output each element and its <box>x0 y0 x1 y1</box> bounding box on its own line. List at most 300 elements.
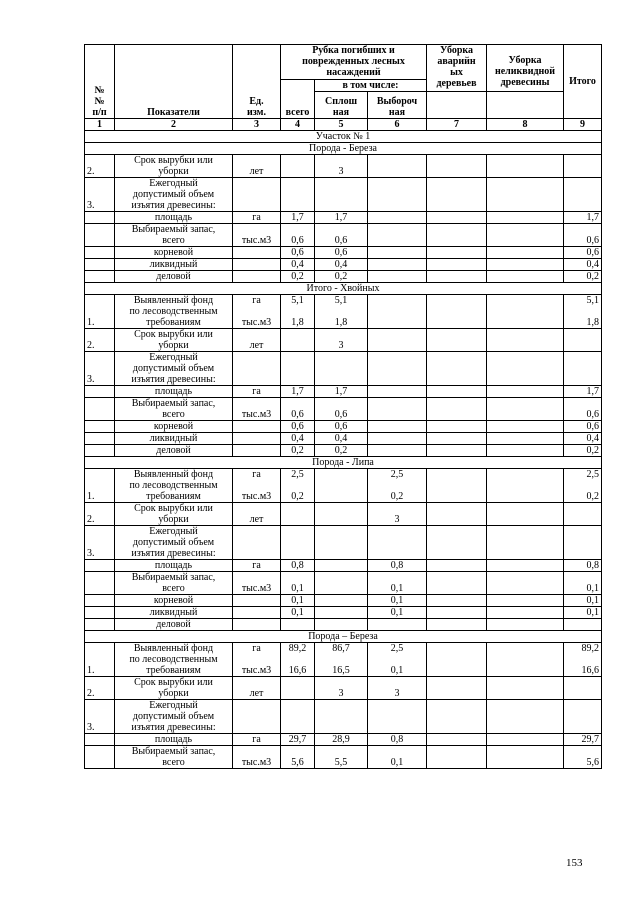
itogo-cell <box>564 178 602 212</box>
indicator-cell: Срок вырубки или уборки <box>115 503 233 526</box>
total-cell: 0,2 <box>281 271 315 283</box>
selective-felling-cell <box>368 386 427 398</box>
emergency-cleanup-cell <box>427 619 487 631</box>
indicator-cell: деловой <box>115 445 233 457</box>
selective-felling-cell: 2,5 0,1 <box>368 643 427 677</box>
selective-felling-cell <box>368 224 427 247</box>
column-number: 3 <box>233 119 281 131</box>
row-number-cell <box>85 433 115 445</box>
total-cell <box>281 619 315 631</box>
itogo-cell <box>564 619 602 631</box>
clear-felling-cell <box>315 572 368 595</box>
emergency-cleanup-cell <box>427 469 487 503</box>
row-number-cell <box>85 212 115 224</box>
header-indicator: Показатели <box>115 45 233 119</box>
itogo-cell: 0,2 <box>564 445 602 457</box>
unit-cell <box>233 259 281 271</box>
clear-felling-cell: 0,4 <box>315 259 368 271</box>
itogo-cell: 0,1 <box>564 607 602 619</box>
table-row <box>85 178 602 212</box>
clear-felling-cell: 5,5 <box>315 746 368 769</box>
selective-felling-cell <box>368 178 427 212</box>
itogo-cell <box>564 155 602 178</box>
total-cell <box>281 329 315 352</box>
indicator-cell: Ежегодный допустимый объем изъятия древесины: <box>115 178 233 212</box>
table-row <box>85 677 602 700</box>
indicator-cell: площадь <box>115 734 233 746</box>
total-cell: 0,6 <box>281 421 315 433</box>
unit-cell: лет <box>233 503 281 526</box>
clear-felling-cell: 0,6 <box>315 224 368 247</box>
section-title: Порода - Липа <box>85 457 602 469</box>
indicator-cell: Выбираемый запас, всего <box>115 746 233 769</box>
itogo-cell: 0,6 <box>564 421 602 433</box>
column-numbers-row <box>85 119 602 131</box>
illiquid-cleanup-cell <box>487 398 564 421</box>
illiquid-cleanup-cell <box>487 421 564 433</box>
unit-cell <box>233 526 281 560</box>
unit-cell: га <box>233 560 281 572</box>
clear-felling-cell <box>315 503 368 526</box>
unit-cell <box>233 445 281 457</box>
row-number-cell <box>85 619 115 631</box>
unit-cell: тыс.м3 <box>233 398 281 421</box>
itogo-cell: 0,4 <box>564 433 602 445</box>
itogo-cell: 5,1 1,8 <box>564 295 602 329</box>
table-row <box>85 469 602 503</box>
emergency-cleanup-cell <box>427 386 487 398</box>
clear-felling-cell: 0,2 <box>315 271 368 283</box>
itogo-cell: 2,5 0,2 <box>564 469 602 503</box>
total-cell <box>281 155 315 178</box>
row-number-cell <box>85 398 115 421</box>
row-number-cell <box>85 259 115 271</box>
selective-felling-cell: 0,8 <box>368 734 427 746</box>
itogo-cell: 0,8 <box>564 560 602 572</box>
emergency-cleanup-cell <box>427 526 487 560</box>
illiquid-cleanup-cell <box>487 700 564 734</box>
indicator-cell: деловой <box>115 619 233 631</box>
header-total: Итого <box>564 45 602 119</box>
indicator-cell: корневой <box>115 595 233 607</box>
row-number-cell <box>85 224 115 247</box>
section-title: Порода – Береза <box>85 631 602 643</box>
illiquid-cleanup-cell <box>487 643 564 677</box>
total-cell: 5,6 <box>281 746 315 769</box>
selective-felling-cell <box>368 247 427 259</box>
section-header-row <box>85 457 602 469</box>
table-body <box>85 131 602 769</box>
selective-felling-cell: 2,5 0,2 <box>368 469 427 503</box>
column-number: 6 <box>368 119 427 131</box>
forestry-table-page <box>84 44 601 769</box>
itogo-cell: 0,4 <box>564 259 602 271</box>
total-cell: 29,7 <box>281 734 315 746</box>
row-number-cell <box>85 421 115 433</box>
table-row <box>85 572 602 595</box>
table-row <box>85 619 602 631</box>
indicator-cell: корневой <box>115 247 233 259</box>
illiquid-cleanup-cell <box>487 746 564 769</box>
table-row <box>85 503 602 526</box>
illiquid-cleanup-cell <box>487 572 564 595</box>
section-header-row <box>85 631 602 643</box>
indicator-cell: Срок вырубки или уборки <box>115 677 233 700</box>
selective-felling-cell <box>368 155 427 178</box>
indicator-cell: площадь <box>115 560 233 572</box>
selective-felling-cell <box>368 619 427 631</box>
unit-cell: тыс.м3 <box>233 224 281 247</box>
section-title: Участок № 1 <box>85 131 602 143</box>
selective-felling-cell: 0,1 <box>368 595 427 607</box>
row-number-cell <box>85 247 115 259</box>
emergency-cleanup-cell <box>427 247 487 259</box>
total-cell: 0,8 <box>281 560 315 572</box>
header-felling: Рубка погибших и поврежденных лесных насаждений <box>281 45 427 80</box>
indicator-cell: Выбираемый запас, всего <box>115 398 233 421</box>
header-illiquid-blank <box>487 92 564 119</box>
total-cell <box>281 700 315 734</box>
table-row <box>85 224 602 247</box>
itogo-cell: 1,7 <box>564 212 602 224</box>
illiquid-cleanup-cell <box>487 560 564 572</box>
clear-felling-cell: 86,7 16,5 <box>315 643 368 677</box>
table-row <box>85 352 602 386</box>
illiquid-cleanup-cell <box>487 271 564 283</box>
table-row <box>85 398 602 421</box>
row-number-cell <box>85 445 115 457</box>
unit-cell <box>233 271 281 283</box>
table-row <box>85 433 602 445</box>
illiquid-cleanup-cell <box>487 619 564 631</box>
illiquid-cleanup-cell <box>487 212 564 224</box>
illiquid-cleanup-cell <box>487 503 564 526</box>
emergency-cleanup-cell <box>427 224 487 247</box>
itogo-cell <box>564 677 602 700</box>
section-title: Итого - Хвойных <box>85 283 602 295</box>
emergency-cleanup-cell <box>427 503 487 526</box>
table-row <box>85 734 602 746</box>
total-cell <box>281 352 315 386</box>
unit-cell: тыс.м3 <box>233 572 281 595</box>
row-number-cell <box>85 734 115 746</box>
selective-felling-cell <box>368 329 427 352</box>
selective-felling-cell <box>368 445 427 457</box>
emergency-cleanup-cell <box>427 572 487 595</box>
row-number-cell: 2. <box>85 155 115 178</box>
clear-felling-cell: 0,6 <box>315 398 368 421</box>
itogo-cell: 89,2 16,6 <box>564 643 602 677</box>
page-number: 153 <box>566 857 583 869</box>
total-cell: 5,1 1,8 <box>281 295 315 329</box>
clear-felling-cell: 3 <box>315 155 368 178</box>
row-number-cell: 3. <box>85 352 115 386</box>
clear-felling-cell: 1,7 <box>315 386 368 398</box>
selective-felling-cell: 0,8 <box>368 560 427 572</box>
table-row <box>85 247 602 259</box>
column-number: 7 <box>427 119 487 131</box>
total-cell: 0,6 <box>281 247 315 259</box>
illiquid-cleanup-cell <box>487 433 564 445</box>
illiquid-cleanup-cell <box>487 178 564 212</box>
clear-felling-cell <box>315 178 368 212</box>
row-number-cell: 3. <box>85 700 115 734</box>
itogo-cell <box>564 329 602 352</box>
table-row <box>85 421 602 433</box>
total-cell: 0,4 <box>281 259 315 271</box>
illiquid-cleanup-cell <box>487 469 564 503</box>
clear-felling-cell: 3 <box>315 677 368 700</box>
table-row <box>85 560 602 572</box>
clear-felling-cell: 5,1 1,8 <box>315 295 368 329</box>
table-row <box>85 155 602 178</box>
unit-cell: лет <box>233 677 281 700</box>
column-number: 4 <box>281 119 315 131</box>
emergency-cleanup-cell <box>427 295 487 329</box>
indicator-cell: ликвидный <box>115 607 233 619</box>
illiquid-cleanup-cell <box>487 352 564 386</box>
clear-felling-cell: 0,6 <box>315 421 368 433</box>
column-number: 2 <box>115 119 233 131</box>
unit-cell: га тыс.м3 <box>233 643 281 677</box>
unit-cell <box>233 433 281 445</box>
illiquid-cleanup-cell <box>487 329 564 352</box>
clear-felling-cell <box>315 352 368 386</box>
table-row <box>85 329 602 352</box>
itogo-cell <box>564 526 602 560</box>
itogo-cell: 1,7 <box>564 386 602 398</box>
unit-cell: лет <box>233 155 281 178</box>
emergency-cleanup-cell <box>427 734 487 746</box>
unit-cell <box>233 247 281 259</box>
row-number-cell: 2. <box>85 677 115 700</box>
unit-cell: лет <box>233 329 281 352</box>
emergency-cleanup-cell <box>427 595 487 607</box>
selective-felling-cell <box>368 398 427 421</box>
selective-felling-cell <box>368 352 427 386</box>
emergency-cleanup-cell <box>427 398 487 421</box>
row-number-cell: 2. <box>85 503 115 526</box>
total-cell: 0,1 <box>281 595 315 607</box>
unit-cell: га тыс.м3 <box>233 295 281 329</box>
unit-cell <box>233 178 281 212</box>
table-row <box>85 386 602 398</box>
indicator-cell: Ежегодный допустимый объем изъятия древесины: <box>115 700 233 734</box>
indicator-cell: площадь <box>115 212 233 224</box>
total-cell <box>281 526 315 560</box>
illiquid-cleanup-cell <box>487 386 564 398</box>
indicator-cell: Ежегодный допустимый объем изъятия древесины: <box>115 526 233 560</box>
emergency-cleanup-cell <box>427 259 487 271</box>
section-header-row <box>85 131 602 143</box>
selective-felling-cell: 0,1 <box>368 607 427 619</box>
indicator-cell: Выявленный фонд по лесоводственным требованиям <box>115 469 233 503</box>
header-emergency-blank <box>427 92 487 119</box>
indicator-cell: Выбираемый запас, всего <box>115 572 233 595</box>
indicator-cell: Ежегодный допустимый объем изъятия древесины: <box>115 352 233 386</box>
unit-cell: тыс.м3 <box>233 746 281 769</box>
emergency-cleanup-cell <box>427 445 487 457</box>
selective-felling-cell <box>368 421 427 433</box>
section-header-row <box>85 143 602 155</box>
table-row <box>85 271 602 283</box>
selective-felling-cell <box>368 295 427 329</box>
column-number: 8 <box>487 119 564 131</box>
felling-indicators-table <box>84 44 602 769</box>
table-row <box>85 700 602 734</box>
unit-cell <box>233 700 281 734</box>
selective-felling-cell: 0,1 <box>368 572 427 595</box>
total-cell <box>281 503 315 526</box>
row-number-cell: 3. <box>85 526 115 560</box>
indicator-cell: корневой <box>115 421 233 433</box>
emergency-cleanup-cell <box>427 421 487 433</box>
indicator-cell: Выбираемый запас, всего <box>115 224 233 247</box>
itogo-cell: 0,2 <box>564 271 602 283</box>
table-row <box>85 607 602 619</box>
total-cell: 0,4 <box>281 433 315 445</box>
header-total-all: всего <box>281 80 315 119</box>
total-cell: 0,6 <box>281 224 315 247</box>
itogo-cell <box>564 503 602 526</box>
column-number: 9 <box>564 119 602 131</box>
itogo-cell: 0,1 <box>564 572 602 595</box>
clear-felling-cell: 0,4 <box>315 433 368 445</box>
clear-felling-cell <box>315 469 368 503</box>
emergency-cleanup-cell <box>427 677 487 700</box>
clear-felling-cell: 1,7 <box>315 212 368 224</box>
itogo-cell: 29,7 <box>564 734 602 746</box>
unit-cell: га тыс.м3 <box>233 469 281 503</box>
illiquid-cleanup-cell <box>487 247 564 259</box>
indicator-cell: Срок вырубки или уборки <box>115 329 233 352</box>
emergency-cleanup-cell <box>427 746 487 769</box>
total-cell: 0,6 <box>281 398 315 421</box>
column-number: 1 <box>85 119 115 131</box>
header-selective: Выбороч ная <box>368 92 427 119</box>
selective-felling-cell <box>368 212 427 224</box>
table-row <box>85 445 602 457</box>
header-illiquid: Уборка неликвидной древесины <box>487 45 564 92</box>
unit-cell: га <box>233 212 281 224</box>
illiquid-cleanup-cell <box>487 595 564 607</box>
clear-felling-cell: 28,9 <box>315 734 368 746</box>
table-row <box>85 526 602 560</box>
itogo-cell: 0,6 <box>564 247 602 259</box>
itogo-cell <box>564 352 602 386</box>
table-row <box>85 212 602 224</box>
total-cell: 0,2 <box>281 445 315 457</box>
table-row <box>85 746 602 769</box>
selective-felling-cell <box>368 259 427 271</box>
row-number-cell: 1. <box>85 469 115 503</box>
row-number-cell <box>85 595 115 607</box>
header-num: № № п/п <box>85 45 115 119</box>
header-clear: Сплош ная <box>315 92 368 119</box>
selective-felling-cell <box>368 271 427 283</box>
header-emergency: Уборка аварийн ых деревьев <box>427 45 487 92</box>
indicator-cell: ликвидный <box>115 259 233 271</box>
indicator-cell: Срок вырубки или уборки <box>115 155 233 178</box>
row-number-cell <box>85 271 115 283</box>
illiquid-cleanup-cell <box>487 607 564 619</box>
illiquid-cleanup-cell <box>487 295 564 329</box>
total-cell: 1,7 <box>281 212 315 224</box>
selective-felling-cell: 3 <box>368 503 427 526</box>
unit-cell: га <box>233 734 281 746</box>
itogo-cell: 0,6 <box>564 398 602 421</box>
emergency-cleanup-cell <box>427 433 487 445</box>
table-row <box>85 259 602 271</box>
row-number-cell <box>85 560 115 572</box>
header-incl: в том числе: <box>315 80 427 92</box>
unit-cell <box>233 421 281 433</box>
unit-cell: га <box>233 386 281 398</box>
indicator-cell: Выявленный фонд по лесоводственным требованиям <box>115 643 233 677</box>
itogo-cell <box>564 700 602 734</box>
unit-cell <box>233 607 281 619</box>
clear-felling-cell: 0,6 <box>315 247 368 259</box>
emergency-cleanup-cell <box>427 212 487 224</box>
itogo-cell: 0,1 <box>564 595 602 607</box>
table-row <box>85 595 602 607</box>
selective-felling-cell: 0,1 <box>368 746 427 769</box>
total-cell: 2,5 0,2 <box>281 469 315 503</box>
emergency-cleanup-cell <box>427 271 487 283</box>
total-cell <box>281 178 315 212</box>
selective-felling-cell <box>368 700 427 734</box>
indicator-cell: деловой <box>115 271 233 283</box>
emergency-cleanup-cell <box>427 155 487 178</box>
indicator-cell: площадь <box>115 386 233 398</box>
total-cell <box>281 677 315 700</box>
section-title: Порода - Береза <box>85 143 602 155</box>
row-number-cell: 2. <box>85 329 115 352</box>
total-cell: 89,2 16,6 <box>281 643 315 677</box>
selective-felling-cell <box>368 433 427 445</box>
row-number-cell: 1. <box>85 643 115 677</box>
emergency-cleanup-cell <box>427 329 487 352</box>
column-number: 5 <box>315 119 368 131</box>
row-number-cell: 1. <box>85 295 115 329</box>
itogo-cell: 5,6 <box>564 746 602 769</box>
table-row <box>85 295 602 329</box>
clear-felling-cell <box>315 526 368 560</box>
emergency-cleanup-cell <box>427 700 487 734</box>
emergency-cleanup-cell <box>427 607 487 619</box>
illiquid-cleanup-cell <box>487 734 564 746</box>
header-unit: Ед. изм. <box>233 45 281 119</box>
indicator-cell: ликвидный <box>115 433 233 445</box>
table-row <box>85 643 602 677</box>
itogo-cell: 0,6 <box>564 224 602 247</box>
section-header-row <box>85 283 602 295</box>
illiquid-cleanup-cell <box>487 259 564 271</box>
illiquid-cleanup-cell <box>487 677 564 700</box>
illiquid-cleanup-cell <box>487 224 564 247</box>
row-number-cell: 3. <box>85 178 115 212</box>
illiquid-cleanup-cell <box>487 155 564 178</box>
emergency-cleanup-cell <box>427 178 487 212</box>
unit-cell <box>233 619 281 631</box>
emergency-cleanup-cell <box>427 643 487 677</box>
row-number-cell <box>85 607 115 619</box>
selective-felling-cell: 3 <box>368 677 427 700</box>
clear-felling-cell <box>315 595 368 607</box>
indicator-cell: Выявленный фонд по лесоводственным требованиям <box>115 295 233 329</box>
row-number-cell <box>85 386 115 398</box>
clear-felling-cell <box>315 619 368 631</box>
